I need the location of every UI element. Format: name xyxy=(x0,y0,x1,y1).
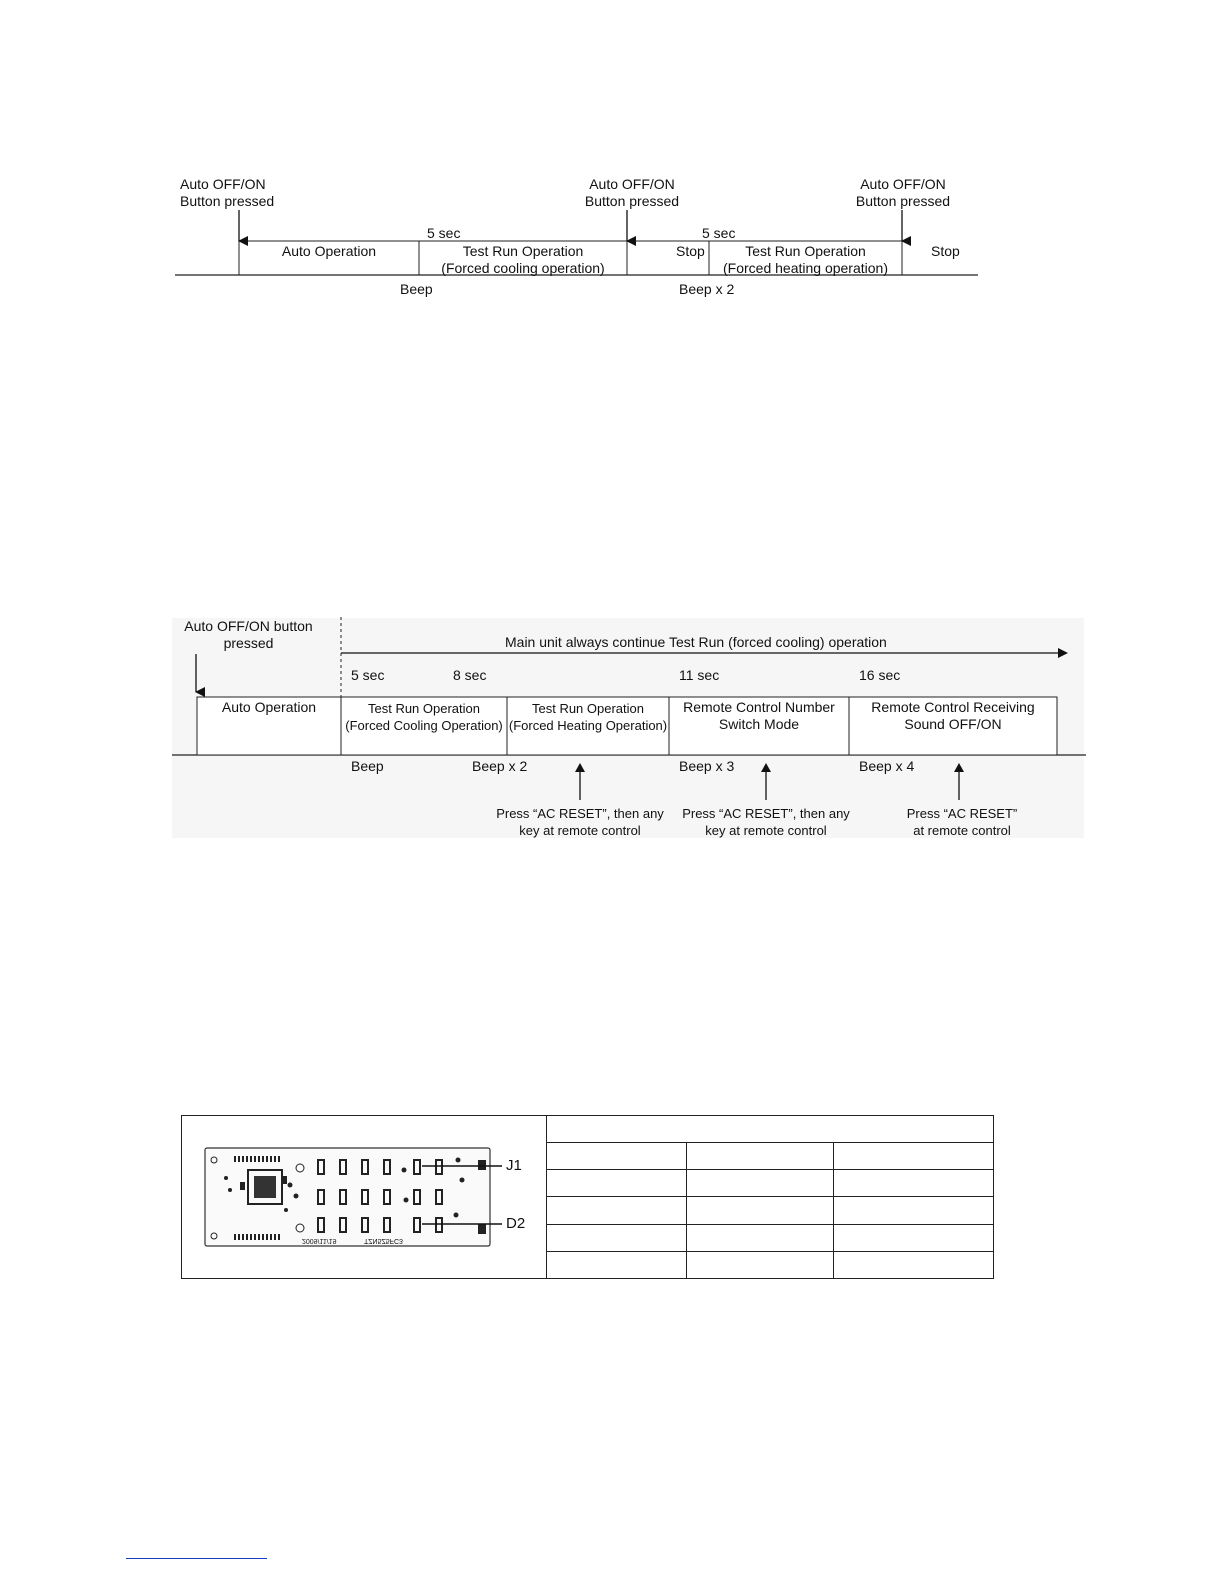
segment-label-line: Remote Control Number xyxy=(683,699,835,715)
table-cell xyxy=(687,1197,834,1224)
table-cell xyxy=(547,1170,687,1197)
segment-label-line: Test Run Operation xyxy=(462,243,584,259)
table-cell xyxy=(547,1143,687,1170)
action-label xyxy=(488,805,672,839)
action-label xyxy=(674,805,858,839)
timer-label: 5 sec xyxy=(351,667,385,683)
callout-j1: J1 xyxy=(506,1157,522,1174)
beep-label: Beep xyxy=(351,758,384,774)
table-header-cell xyxy=(547,1116,994,1143)
segment-label-line: (Forced heating operation) xyxy=(723,260,888,276)
table-row xyxy=(547,1197,994,1224)
table-cell xyxy=(687,1251,834,1278)
segment-label-line: (Forced Cooling Operation) xyxy=(345,718,503,733)
pcb-board-text: TZN5Z5FC3 xyxy=(364,1237,403,1244)
segment-label-line: Test Run Operation xyxy=(367,701,480,716)
action-label-line: at remote control xyxy=(913,823,1011,838)
event-label xyxy=(848,176,958,210)
event-label xyxy=(577,176,687,210)
segment-label-line: (Forced Heating Operation) xyxy=(508,718,668,733)
table-row xyxy=(547,1224,994,1251)
action-label-line: Press “AC RESET”, then any xyxy=(496,806,664,821)
action-label-line: Press “AC RESET” xyxy=(906,806,1018,821)
beep-label: Beep x 3 xyxy=(679,758,735,774)
beep-label: Beep x 2 xyxy=(472,758,528,774)
segment-label-line: Auto Operation xyxy=(281,243,377,259)
segment-label-line: Test Run Operation xyxy=(745,243,866,259)
event-label-line: Auto OFF/ON xyxy=(860,176,946,192)
timer-label: 16 sec xyxy=(859,667,901,683)
action-label-line: key at remote control xyxy=(519,823,641,838)
segment-label xyxy=(709,243,902,277)
segment-label xyxy=(197,699,341,716)
event-label-line: Auto OFF/ON xyxy=(589,176,675,192)
event-label-line: Button pressed xyxy=(855,193,951,209)
pcb-board-date: 2009/11/19 xyxy=(302,1237,337,1244)
segment-label-line: Test Run Operation xyxy=(531,701,644,716)
segment-label xyxy=(849,699,1057,733)
event-label xyxy=(180,176,280,210)
event-label-line: Button pressed xyxy=(584,193,680,209)
action-label xyxy=(880,805,1044,839)
table-cell xyxy=(687,1224,834,1251)
timer-label: 8 sec xyxy=(453,667,487,683)
table-row xyxy=(547,1170,994,1197)
segment-label-line: (Forced cooling operation) xyxy=(441,260,605,276)
table-cell xyxy=(834,1251,994,1278)
table-cell xyxy=(834,1224,994,1251)
segment-label xyxy=(676,243,705,260)
footnote-rule xyxy=(126,1558,267,1559)
event-label-line: pressed xyxy=(223,635,274,651)
segment-label xyxy=(507,700,669,734)
table-row xyxy=(547,1116,994,1143)
segment-label xyxy=(239,243,419,260)
continuous-label: Main unit always continue Test Run (forced cooling) operation xyxy=(505,634,887,650)
table-row xyxy=(547,1143,994,1170)
segment-label-line: Sound OFF/ON xyxy=(904,716,1002,732)
event-label-line: Auto OFF/ON xyxy=(180,176,266,192)
timer-label: 5 sec xyxy=(702,225,736,241)
beep-label: Beep x 4 xyxy=(859,758,915,774)
timer-label: 5 sec xyxy=(427,225,461,241)
table-cell xyxy=(834,1170,994,1197)
segment-label xyxy=(341,700,507,734)
segment-label-line: Stop xyxy=(931,243,960,259)
segment-label-line: Switch Mode xyxy=(718,716,800,732)
table-cell xyxy=(687,1170,834,1197)
table-cell xyxy=(834,1197,994,1224)
beep-label: Beep xyxy=(400,281,433,297)
event-label-2 xyxy=(180,618,317,652)
table-row xyxy=(547,1251,994,1278)
segment-label xyxy=(931,243,960,260)
segment-label xyxy=(669,699,849,733)
table-cell xyxy=(687,1143,834,1170)
event-label-line: Button pressed xyxy=(180,193,275,209)
table-cell xyxy=(834,1143,994,1170)
segment-label-line: Stop xyxy=(676,243,705,259)
segment-label xyxy=(419,243,627,277)
action-label-line: Press “AC RESET”, then any xyxy=(682,806,850,821)
table-cell xyxy=(547,1224,687,1251)
segment-label-line: Auto Operation xyxy=(221,699,317,715)
beep-label: Beep x 2 xyxy=(679,281,735,297)
timer-label: 11 sec xyxy=(679,667,720,683)
segment-label-line: Remote Control Receiving xyxy=(871,699,1035,715)
jumper-table xyxy=(546,1115,994,1279)
callout-d2: D2 xyxy=(506,1215,526,1232)
table-cell xyxy=(547,1251,687,1278)
action-label-line: key at remote control xyxy=(705,823,827,838)
event-label-line: Auto OFF/ON button xyxy=(184,618,313,634)
table-cell xyxy=(547,1197,687,1224)
